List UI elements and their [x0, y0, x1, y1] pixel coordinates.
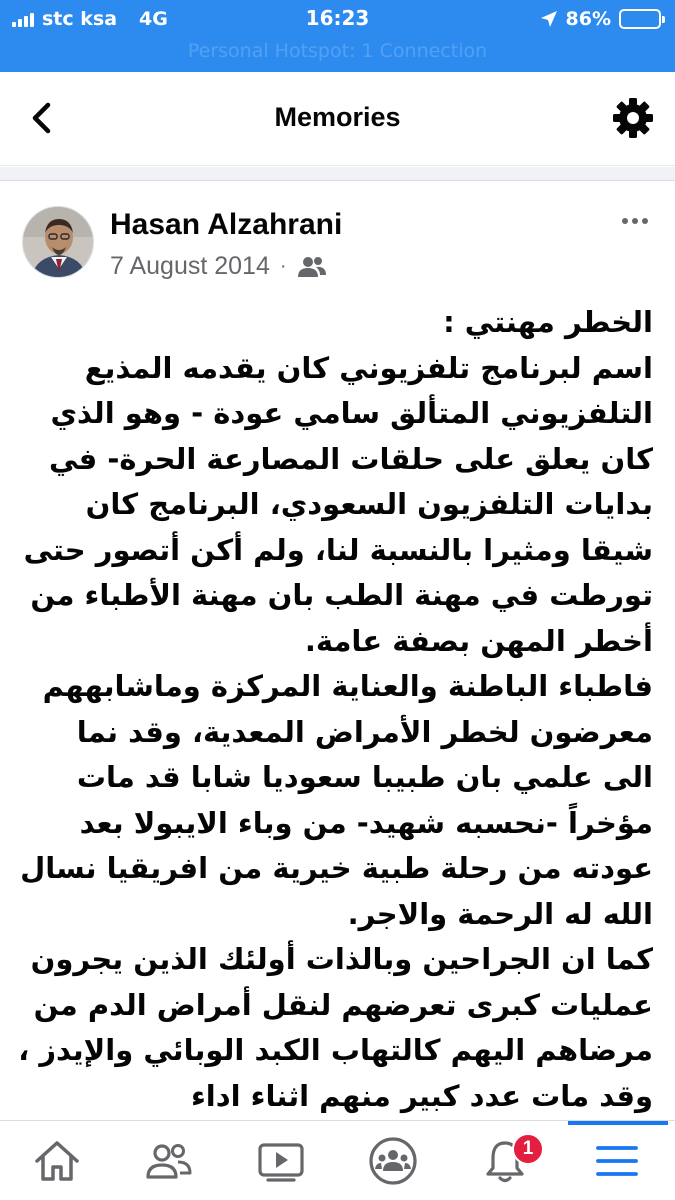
battery-percent: 86% — [565, 8, 611, 30]
more-dots-icon — [622, 218, 648, 224]
network-type: 4G — [139, 8, 168, 30]
memory-post — [0, 182, 675, 1120]
tab-groups[interactable] — [338, 1121, 448, 1200]
location-arrow-icon — [540, 10, 558, 28]
gear-icon — [612, 97, 654, 139]
carrier-name: stc ksa — [42, 8, 118, 30]
battery-icon — [619, 9, 661, 29]
profile-photo — [23, 207, 94, 278]
tab-menu[interactable] — [562, 1121, 672, 1200]
groups-icon — [368, 1136, 418, 1186]
friends-icon — [144, 1141, 194, 1181]
status-bar — [0, 0, 675, 72]
hotspot-banner[interactable]: Personal Hotspot: 1 Connection — [187, 40, 488, 62]
tab-notifications[interactable] — [450, 1121, 560, 1200]
page-title: Memories — [274, 102, 401, 132]
avatar[interactable] — [22, 206, 94, 278]
status-right — [540, 6, 661, 32]
post-date[interactable]: 7 August 2014 — [110, 252, 270, 280]
tab-home[interactable] — [2, 1121, 112, 1200]
notification-badge: 1 — [512, 1133, 544, 1165]
memories-header — [0, 72, 675, 166]
video-icon — [256, 1139, 306, 1183]
friends-icon — [297, 255, 327, 279]
tab-friends[interactable] — [114, 1121, 224, 1200]
bottom-tab-bar — [0, 1120, 675, 1200]
tab-watch[interactable] — [226, 1121, 336, 1200]
home-icon — [33, 1139, 81, 1183]
menu-icon — [595, 1143, 639, 1179]
section-divider — [0, 167, 675, 181]
author-name[interactable]: Hasan Alzahrani — [110, 208, 343, 241]
post-meta — [110, 252, 327, 281]
post-options-button[interactable] — [613, 206, 657, 236]
meta-separator: · — [279, 255, 287, 277]
clock: 16:23 — [305, 6, 370, 30]
settings-button[interactable] — [611, 96, 655, 140]
post-body: الخطر مهنتي : اسم لبرنامج تلفزيوني كان يقدمه المذيع التلفزيوني المتألق سامي عودة - وهو الذي كان يعلق على حلقات المصارعة الحرة- في بدايات التلفزيون السعودي، البرنامج كان شيقا ومثيرا بالنسبة لنا، ولم أكن أتصور حتى تورطت في مهنة الطب بان مهنة الأطباء من أخطر المهن بصفة عامة. فاطباء الباطنة والعناية المركزة وماشابههم معرضون لخطر الأمراض المعدية، وقد نما الى علمي بان طبيبا سعوديا شابا قد مات مؤخراً -نحسبه شهيد- من وباء الايبولا بعد عودته من رحلة طبية خيرية من افريقيا نسال الله له الرحمة والاجر. كما ان الجراحين وبالذات أولئك الذين يجرون عمليات كبرى تعرضهم لنقل أمراض الدم من مرضاهم اليهم كالتهاب الكبد الوبائي والإيدز ، وقد مات عدد كبير منهم اثناء اداء — [18, 305, 653, 1113]
